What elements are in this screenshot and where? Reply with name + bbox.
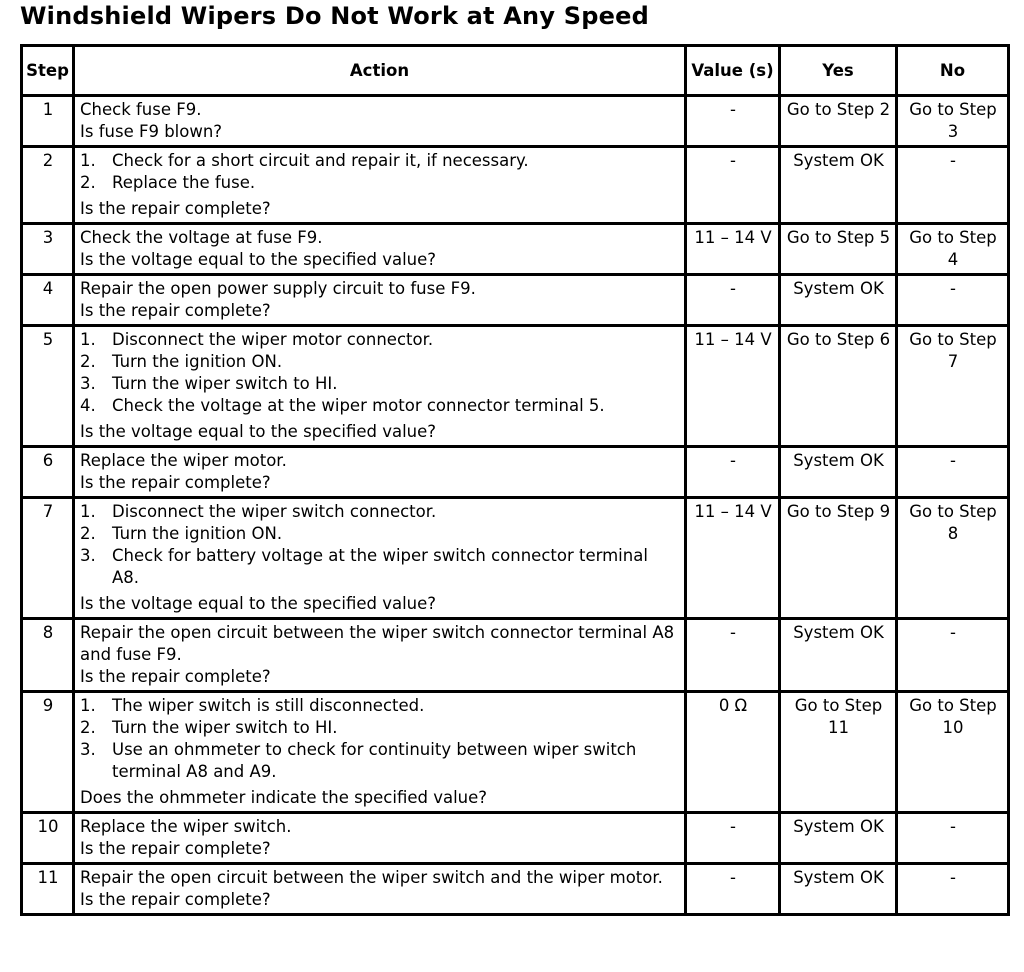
yes-cell: Go to Step 6 — [780, 326, 897, 447]
step-number: 6 — [22, 447, 74, 498]
action-text: Repair the open circuit between the wiper switch and the wiper motor. — [80, 868, 663, 887]
substep-number: 2. — [80, 524, 96, 543]
no-cell: - — [897, 813, 1009, 864]
header-no: No — [897, 46, 1009, 96]
substep-number: 3. — [80, 546, 96, 565]
substep-number: 3. — [80, 374, 96, 393]
diagnostic-table — [20, 44, 1010, 916]
action-question: Is the voltage equal to the specified value? — [80, 250, 437, 269]
table-row — [22, 275, 1009, 326]
action-text: Replace the wiper switch. — [80, 817, 292, 836]
action-cell — [74, 147, 686, 224]
substep-item — [80, 150, 680, 172]
action-cell — [74, 619, 686, 692]
table-row — [22, 813, 1009, 864]
value-cell: - — [686, 275, 780, 326]
step-number: 9 — [22, 692, 74, 813]
substep-number: 1. — [80, 151, 96, 170]
substep-item — [80, 739, 680, 783]
substep-list — [80, 329, 680, 417]
substep-text: Turn the ignition ON. — [112, 352, 283, 371]
substep-text: Check the voltage at the wiper motor connector terminal 5. — [112, 396, 605, 415]
action-cell — [74, 864, 686, 915]
substep-text: Check for battery voltage at the wiper switch connector terminal A8. — [112, 546, 648, 587]
value-cell: - — [686, 813, 780, 864]
table-header-row — [22, 46, 1009, 96]
yes-cell: System OK — [780, 813, 897, 864]
yes-cell: System OK — [780, 619, 897, 692]
no-cell: - — [897, 447, 1009, 498]
substep-number: 2. — [80, 352, 96, 371]
action-cell — [74, 813, 686, 864]
value-cell: - — [686, 447, 780, 498]
value-cell: 11 – 14 V — [686, 326, 780, 447]
no-cell: Go to Step 7 — [897, 326, 1009, 447]
step-number: 7 — [22, 498, 74, 619]
substep-text: Turn the ignition ON. — [112, 524, 283, 543]
action-question: Is the repair complete? — [80, 473, 271, 492]
action-cell — [74, 498, 686, 619]
no-cell: - — [897, 147, 1009, 224]
substep-text: Check for a short circuit and repair it, if necessary. — [112, 151, 529, 170]
no-cell: Go to Step 3 — [897, 96, 1009, 147]
substep-number: 2. — [80, 718, 96, 737]
substep-item — [80, 501, 680, 523]
action-cell — [74, 447, 686, 498]
substep-number: 3. — [80, 740, 96, 759]
table-row — [22, 864, 1009, 915]
table-row — [22, 147, 1009, 224]
yes-cell: System OK — [780, 275, 897, 326]
table-body — [22, 96, 1009, 915]
no-cell: - — [897, 275, 1009, 326]
step-number: 3 — [22, 224, 74, 275]
yes-cell: Go to Step 5 — [780, 224, 897, 275]
action-cell — [74, 692, 686, 813]
step-number: 11 — [22, 864, 74, 915]
action-question: Does the ohmmeter indicate the specified value? — [80, 788, 488, 807]
substep-item — [80, 545, 680, 589]
action-question: Is the repair complete? — [80, 890, 271, 909]
table-row — [22, 692, 1009, 813]
value-cell: 0 Ω — [686, 692, 780, 813]
yes-cell: System OK — [780, 147, 897, 224]
table-row — [22, 619, 1009, 692]
action-question: Is the repair complete? — [80, 667, 271, 686]
yes-cell: Go to Step 2 — [780, 96, 897, 147]
yes-cell: Go to Step 9 — [780, 498, 897, 619]
substep-number: 1. — [80, 696, 96, 715]
step-number: 10 — [22, 813, 74, 864]
table-row — [22, 326, 1009, 447]
substep-list — [80, 695, 680, 783]
action-text: Replace the wiper motor. — [80, 451, 287, 470]
table-row — [22, 224, 1009, 275]
step-number: 4 — [22, 275, 74, 326]
action-cell — [74, 275, 686, 326]
value-cell: - — [686, 619, 780, 692]
substep-text: Turn the wiper switch to HI. — [112, 374, 338, 393]
step-number: 5 — [22, 326, 74, 447]
header-action: Action — [74, 46, 686, 96]
substep-item — [80, 695, 680, 717]
substep-text: Disconnect the wiper motor connector. — [112, 330, 434, 349]
action-question: Is the voltage equal to the specified value? — [80, 422, 437, 441]
substep-number: 4. — [80, 396, 96, 415]
substep-number: 1. — [80, 330, 96, 349]
value-cell: 11 – 14 V — [686, 224, 780, 275]
action-text: Repair the open circuit between the wiper switch connector terminal A8 and fuse F9. — [80, 623, 680, 664]
substep-item — [80, 523, 680, 545]
no-cell: - — [897, 619, 1009, 692]
action-cell — [74, 96, 686, 147]
table-row — [22, 447, 1009, 498]
yes-cell: System OK — [780, 864, 897, 915]
action-cell — [74, 326, 686, 447]
substep-item — [80, 717, 680, 739]
substep-text: Replace the fuse. — [112, 173, 256, 192]
action-question: Is fuse F9 blown? — [80, 122, 223, 141]
yes-cell: System OK — [780, 447, 897, 498]
value-cell: - — [686, 864, 780, 915]
step-number: 1 — [22, 96, 74, 147]
step-number: 8 — [22, 619, 74, 692]
action-question: Is the voltage equal to the specified value? — [80, 594, 437, 613]
substep-item — [80, 329, 680, 351]
step-number: 2 — [22, 147, 74, 224]
substep-number: 2. — [80, 173, 96, 192]
action-text: Check fuse F9. — [80, 100, 202, 119]
action-cell — [74, 224, 686, 275]
header-yes: Yes — [780, 46, 897, 96]
substep-list — [80, 150, 680, 194]
substep-text: The wiper switch is still disconnected. — [112, 696, 425, 715]
no-cell: - — [897, 864, 1009, 915]
action-text: Repair the open power supply circuit to fuse F9. — [80, 279, 476, 298]
value-cell: 11 – 14 V — [686, 498, 780, 619]
substep-text: Disconnect the wiper switch connector. — [112, 502, 437, 521]
header-step: Step — [22, 46, 74, 96]
action-text: Check the voltage at fuse F9. — [80, 228, 323, 247]
substep-item — [80, 351, 680, 373]
page-title: Windshield Wipers Do Not Work at Any Speed — [20, 2, 649, 30]
yes-cell: Go to Step 11 — [780, 692, 897, 813]
table-row — [22, 498, 1009, 619]
substep-number: 1. — [80, 502, 96, 521]
value-cell: - — [686, 147, 780, 224]
value-cell: - — [686, 96, 780, 147]
header-value: Value (s) — [686, 46, 780, 96]
substep-list — [80, 501, 680, 589]
substep-item — [80, 373, 680, 395]
action-question: Is the repair complete? — [80, 839, 271, 858]
no-cell: Go to Step 4 — [897, 224, 1009, 275]
no-cell: Go to Step 10 — [897, 692, 1009, 813]
substep-text: Turn the wiper switch to HI. — [112, 718, 338, 737]
substep-item — [80, 172, 680, 194]
action-question: Is the repair complete? — [80, 199, 271, 218]
table-row — [22, 96, 1009, 147]
substep-text: Use an ohmmeter to check for continuity between wiper switch terminal A8 and A9. — [112, 740, 637, 781]
action-question: Is the repair complete? — [80, 301, 271, 320]
no-cell: Go to Step 8 — [897, 498, 1009, 619]
substep-item — [80, 395, 680, 417]
